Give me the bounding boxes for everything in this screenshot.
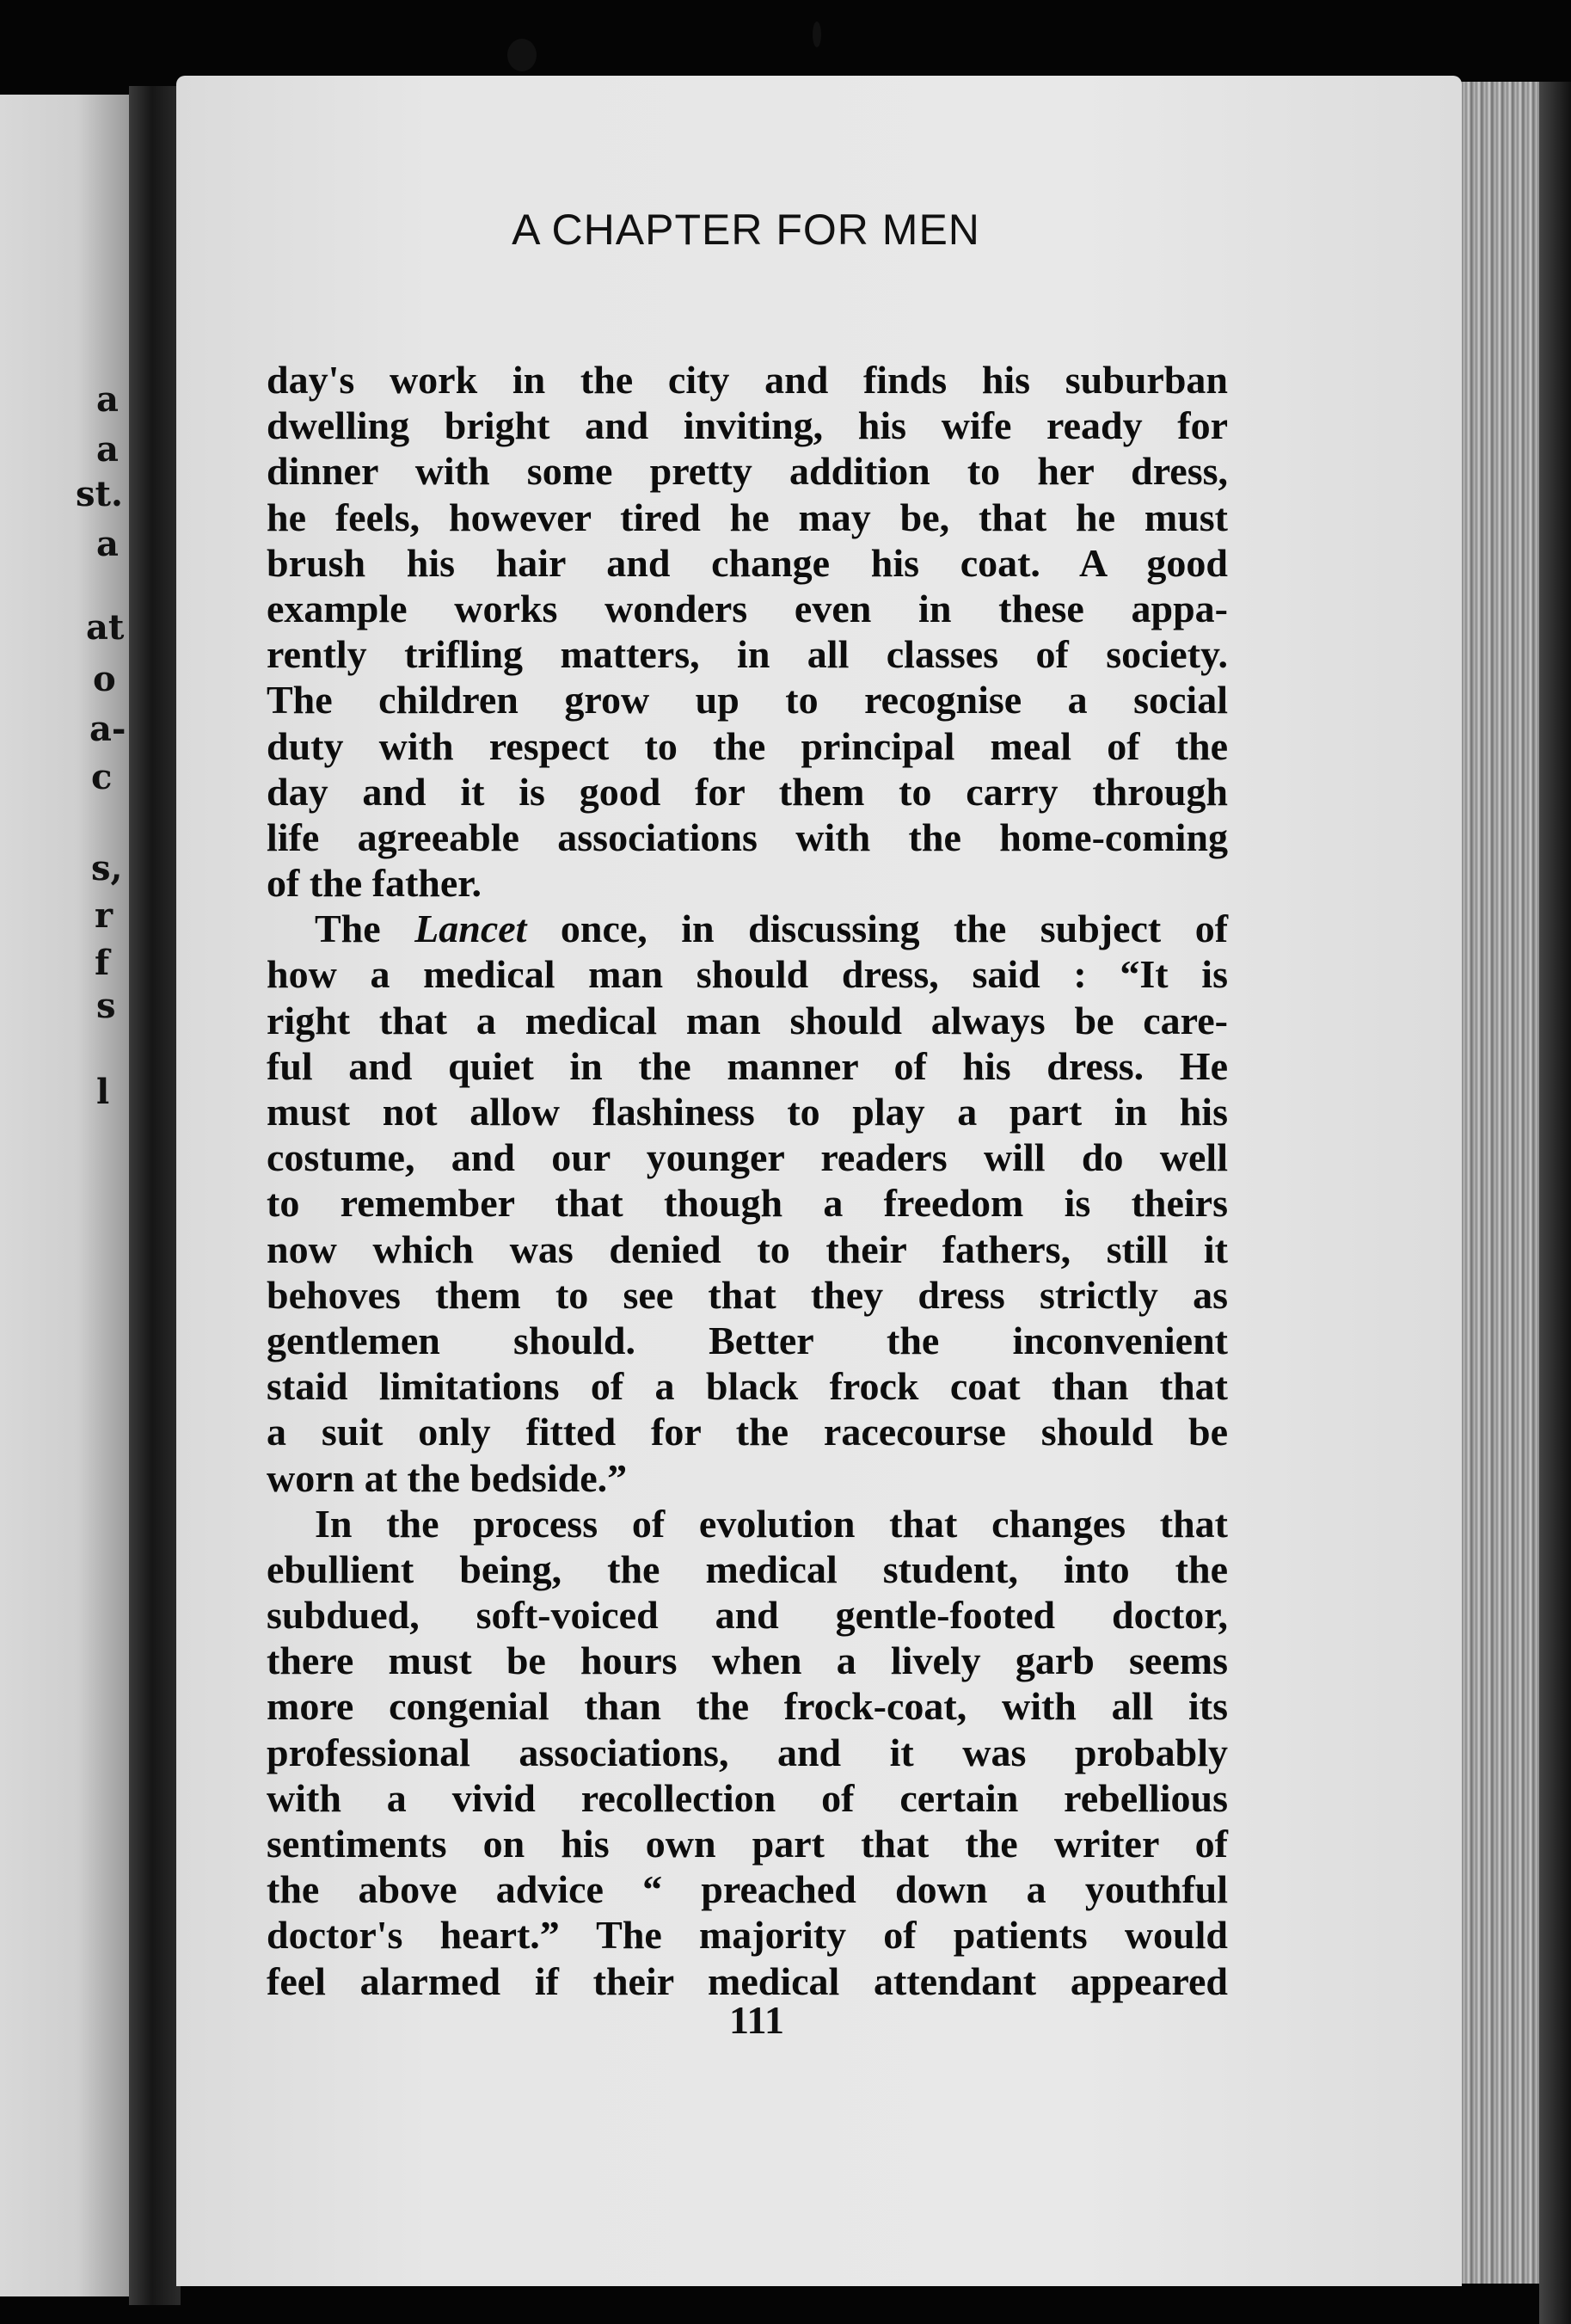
prev-page-fragment: a (96, 524, 119, 564)
text-line: The children grow up to recognise a social (267, 678, 1228, 722)
text-line: ful and quiet in the manner of his dress. He (267, 1043, 1228, 1088)
text-line: behoves them to see that they dress strictly as (267, 1272, 1228, 1317)
text-line: rently trifling matters, in all classes of society. (267, 632, 1228, 677)
running-head: A CHAPTER FOR MEN (512, 206, 980, 254)
text-line: right that a medical man should always be care- (267, 998, 1228, 1042)
text-line: In the process of evolution that changes that (315, 1501, 1228, 1546)
text-line: brush his hair and change his coat. A good (267, 540, 1228, 585)
text-line: professional associations, and it was probably (267, 1730, 1228, 1774)
prev-page-fragment: s, (91, 848, 123, 888)
text-line: with a vivid recollection of certain rebellious (267, 1775, 1228, 1820)
prev-page-fragment: a- (89, 709, 126, 749)
page-number: 111 (729, 1998, 784, 2042)
text-line: of the father. (267, 861, 482, 906)
page-edges-shadow (1539, 82, 1571, 2324)
text-line: day and it is good for them to carry through (267, 769, 1228, 814)
text-line: staid limitations of a black frock coat than that (267, 1364, 1228, 1409)
previous-page-edge (0, 95, 129, 2296)
text-line: feel alarmed if their medical attendant appeared (267, 1958, 1228, 2003)
scan-speck (813, 22, 821, 47)
text-line: worn at the bedside.” (267, 1455, 628, 1500)
text-line: the above advice “ preached down a youthful (267, 1867, 1228, 1912)
text-line: a suit only fitted for the racecourse should be (267, 1410, 1228, 1454)
lancet-line-rest: once, in discussing the subject of (560, 907, 1229, 951)
text-line: more congenial than the frock-coat, with all its (267, 1684, 1228, 1729)
text-line: ebullient being, the medical student, into the (267, 1546, 1228, 1591)
text-line: duty with respect to the principal meal of the (267, 723, 1228, 768)
body-text (267, 357, 1228, 2004)
text-line-lancet (267, 906, 1228, 951)
text-line: day's work in the city and finds his suburban (267, 358, 1228, 402)
text-line: doctor's heart.” The majority of patients would (267, 1913, 1228, 1958)
prev-page-fragment: r (95, 895, 114, 936)
text-line: costume, and our younger readers will do well (267, 1135, 1228, 1180)
text-line: to remember that though a freedom is theirs (267, 1181, 1228, 1226)
scan-speck (507, 39, 537, 71)
prev-page-fragment: o (93, 659, 116, 699)
text-line: how a medical man should dress, said : “It is (267, 952, 1228, 997)
text-line: gentlemen should. Better the inconvenient (267, 1318, 1228, 1362)
page-edges (1453, 82, 1539, 2284)
text-line: subdued, soft-voiced and gentle-footed doctor, (267, 1593, 1228, 1638)
text-line: dwelling bright and inviting, his wife ready for (267, 403, 1228, 448)
text-line: he feels, however tired he may be, that he must (267, 495, 1228, 539)
prev-page-fragment: f (95, 943, 110, 983)
text-line: example works wonders even in these appa- (267, 586, 1228, 630)
prev-page-fragment: c (91, 757, 113, 797)
prev-page-fragment: s (96, 986, 116, 1026)
prev-page-fragment: a (96, 379, 119, 420)
text-line: there must be hours when a lively garb seems (267, 1638, 1228, 1683)
book-gutter (129, 86, 181, 2305)
text-line: life agreeable associations with the home-coming (267, 815, 1228, 859)
text-line: dinner with some pretty addition to her dress, (267, 449, 1228, 494)
text-line: now which was denied to their fathers, still it (267, 1227, 1228, 1271)
lancet-prefix: The (315, 907, 415, 951)
prev-page-fragment: a (96, 429, 119, 470)
prev-page-fragment: l (96, 1072, 110, 1112)
lancet-title: Lancet (414, 907, 527, 951)
prev-page-fragment: st. (76, 474, 123, 514)
text-line: must not allow flashiness to play a part in his (267, 1090, 1228, 1134)
text-line: sentiments on his own part that the writer of (267, 1822, 1228, 1866)
prev-page-fragment: at (86, 607, 125, 648)
